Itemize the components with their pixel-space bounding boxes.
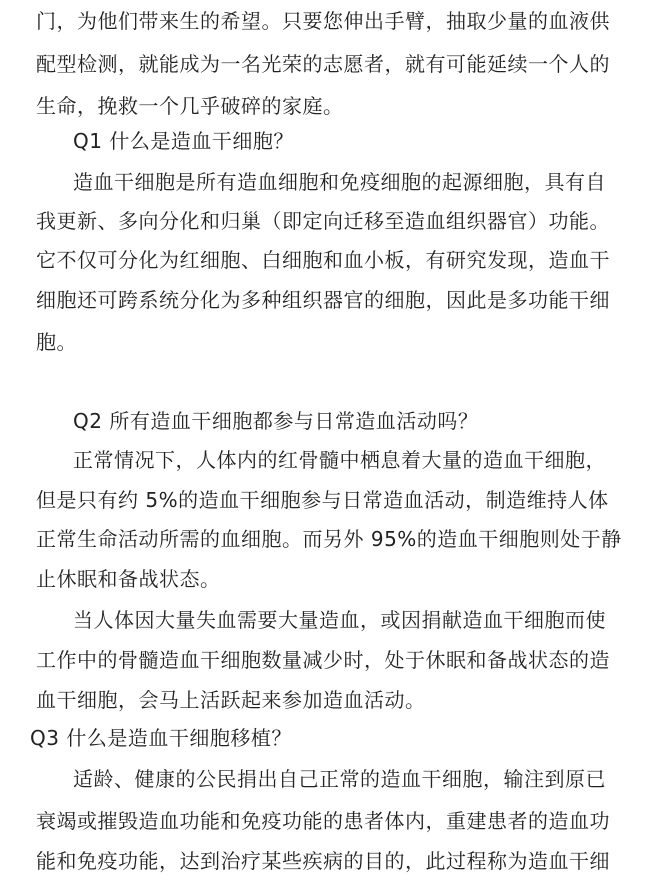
answer-line: 血干细胞，会马上活跃起来参加造血活动。 <box>36 688 426 712</box>
answer-line: 能和免疫功能，达到治疗某些疾病的目的，此过程称为造血干细 <box>36 849 610 873</box>
intro-line: 门，为他们带来生的希望。只要您伸出手臂，抽取少量的血液供 <box>36 9 610 33</box>
answer-line: 胞。 <box>36 330 77 354</box>
answer-line: 但是只有约 5%的造血干细胞参与日常造血活动，制造维持人体 <box>36 488 609 512</box>
question-heading-q2: Q2 所有造血干细胞都参与日常造血活动吗？ <box>73 409 479 433</box>
question-heading-q1: Q1 什么是造血干细胞？ <box>73 129 294 153</box>
answer-line: 造血干细胞是所有造血细胞和免疫细胞的起源细胞，具有自 <box>73 170 606 194</box>
intro-line: 生命，挽救一个几乎破碎的家庭。 <box>36 94 344 118</box>
answer-line: 衰竭或摧毁造血功能和免疫功能的患者体内，重建患者的造血功 <box>36 809 610 833</box>
intro-line: 配型检测，就能成为一名光荣的志愿者，就有可能延续一个人的 <box>36 52 610 76</box>
answer-line: 当人体因大量失血需要大量造血，或因捐献造血干细胞而使 <box>73 608 606 632</box>
answer-line: 细胞还可跨系统分化为多种组织器官的细胞，因此是多功能干细 <box>36 288 610 312</box>
answer-line: 工作中的骨髓造血干细胞数量减少时，处于休眠和备战状态的造 <box>36 648 610 672</box>
answer-line: 正常生命活动所需的血细胞。而另外 95%的造血干细胞则处于静 <box>36 527 622 551</box>
answer-line: 止休眠和备战状态。 <box>36 567 221 591</box>
question-heading-q3: Q3 什么是造血干细胞移植？ <box>30 726 292 750</box>
answer-line: 我更新、多向分化和归巢（即定向迁移至造血组织器官）功能。 <box>36 209 610 233</box>
answer-line: 正常情况下，人体内的红骨髓中栖息着大量的造血干细胞， <box>73 448 606 472</box>
answer-line: 适龄、健康的公民捐出自己正常的造血干细胞，输注到原已 <box>73 767 606 791</box>
answer-line: 它不仅可分化为红细胞、白细胞和血小板，有研究发现，造血干 <box>36 248 610 272</box>
